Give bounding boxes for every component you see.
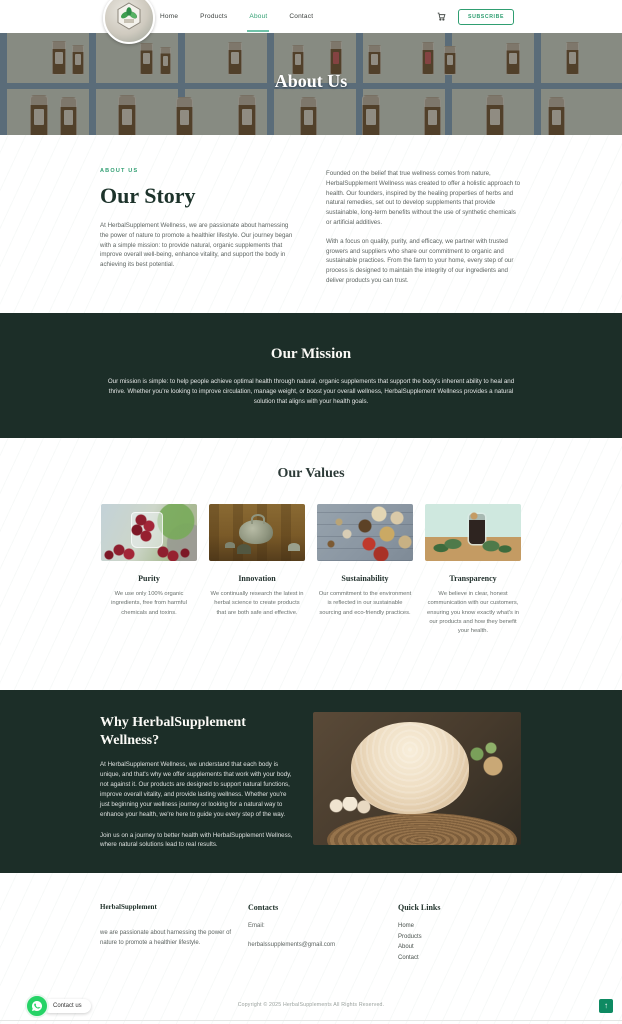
value-title: Transparency [449, 574, 497, 583]
whatsapp-label: Contact us [43, 999, 91, 1013]
mission-text: Our mission is simple: to help people achieve optimal health through natural, organic supplements that support the body's inherent ability to heal and thrive. Whether you're looking to improve circulation, manage weight, or boost your overall wellness, HerbalSupplement Wellness provides a natural solution that aligns with your health goals. [107, 378, 515, 406]
value-card-purity [101, 504, 197, 636]
footer-link-contact[interactable]: Contact [398, 954, 419, 961]
email-label: Email: [248, 923, 265, 929]
value-title: Innovation [238, 574, 276, 583]
footer-brand: HerbalSupplement [100, 903, 157, 911]
values-heading: Our Values [277, 466, 345, 481]
subscribe-button[interactable]: SUBSCRIBE [458, 9, 514, 25]
footer [0, 873, 622, 985]
teapot-image [209, 504, 305, 561]
footer-brand-text: we are passionate about harnessing the power of nature to promote a healthier lifestyle. [100, 930, 232, 946]
story-right-paragraph-2: With a focus on quality, purity, and efficacy, we partner with trusted growers and suppliers who share our commitment to organic and sustainable practices. From the farm to your home, every step of our process is designed to maintain the integrity of our ingredients and deliver products you can trust. [326, 237, 514, 284]
values-cards [0, 504, 622, 636]
hero-banner [0, 33, 622, 135]
why-paragraph-1: At HerbalSupplement Wellness, we understand that each body is unique, and that's why we offer supplements that work with your body, not against it. Our products are designed to support natural functions, improve overall vitality, and provide lasting wellness. Whether you're just beginning your wellness journey or looking for a natural way to enhance your health, we're here to guide you every step of the way. [100, 761, 292, 818]
header [0, 0, 622, 33]
footer-link-products[interactable]: Products [398, 933, 422, 940]
mission-heading: Our Mission [270, 346, 352, 362]
email-link[interactable]: herbalssupplements@gmail.com [248, 942, 336, 948]
nav-item-contact[interactable]: Contact [289, 13, 314, 20]
why-section [0, 690, 622, 873]
nav-item-products[interactable]: Products [200, 13, 228, 20]
why-paragraph-2: Join us on a journey to better health with HerbalSupplement Wellness, where natural solutions lead to real results. [100, 831, 293, 849]
value-text: We continually research the latest in herbal science to create products that are both safe and effective. [210, 591, 304, 616]
value-title: Purity [138, 574, 160, 583]
hexagon-leaf-icon [112, 0, 146, 38]
our-story-section [0, 135, 622, 313]
value-card-sustainability [317, 504, 413, 636]
header-right [437, 0, 514, 33]
value-card-innovation [209, 504, 305, 636]
our-values-section [0, 438, 622, 690]
value-title: Sustainability [341, 574, 389, 583]
scroll-to-top-button[interactable] [599, 999, 613, 1013]
footer-contacts-column [248, 903, 398, 985]
page-title: About Us [274, 71, 348, 91]
section-eyebrow: ABOUT US [100, 168, 139, 174]
why-heading: Why HerbalSupplement Wellness? [100, 715, 246, 748]
value-text: Our commitment to the environment is reflected in our sustainable sourcing and eco-friendly practices. [318, 591, 412, 616]
story-right-column [326, 168, 522, 313]
our-mission-section [0, 313, 622, 438]
story-left-column [100, 168, 296, 313]
footer-link-home[interactable]: Home [398, 923, 415, 929]
value-card-transparency [425, 504, 521, 636]
bottle-image [425, 504, 521, 561]
spices-image [317, 504, 413, 561]
main-nav [160, 0, 313, 33]
small-mushrooms-decor [327, 797, 373, 819]
story-left-paragraph: At HerbalSupplement Wellness, we are passionate about harnessing the power of nature to promote a healthier lifestyle. Our journey began with a simple mission: to provide natural, organic supplements that improve overall well-being, enhance vitality, and support the body in achieving its best potential. [100, 222, 293, 269]
copyright-bar [0, 985, 622, 1024]
nav-item-home[interactable]: Home [160, 13, 179, 20]
footer-links-column [398, 903, 508, 985]
cherries-image [101, 504, 197, 561]
footer-link-about[interactable]: About [398, 944, 414, 950]
value-text: We believe in clear, honest communication with our customers, ensuring you know exactly what's in our products and how they benefit your health. [427, 591, 519, 635]
contacts-heading: Contacts [248, 903, 279, 912]
arrow-up-icon: ↑ [604, 1001, 608, 1010]
quick-links-heading: Quick Links [398, 903, 441, 912]
whatsapp-contact-button[interactable] [25, 994, 91, 1018]
footer-brand-column [100, 903, 248, 985]
mushroom-image [313, 712, 521, 845]
nav-item-about[interactable]: About [249, 13, 268, 20]
why-left-column [100, 712, 295, 873]
copyright-text: Copyright © 2025 HerbalSupplements All Rights Reserved. [237, 1001, 385, 1008]
value-text: We use only 100% organic ingredients, free from harmful chemicals and toxins. [111, 591, 187, 616]
story-right-paragraph-1: Founded on the belief that true wellness comes from nature, HerbalSupplement Wellness was created to offer a holistic approach to health. Our founders, inspired by the healing properties of herbs and natural remedies, set out to develop supplements that provide sustainable, long-term benefits without the use of synthetic chemicals or artificial additives. [326, 170, 521, 226]
story-heading: Our Story [100, 183, 196, 208]
whatsapp-icon [25, 994, 49, 1018]
greens-decor [465, 742, 505, 782]
cart-icon[interactable] [437, 12, 446, 21]
quick-links-list [398, 921, 508, 963]
